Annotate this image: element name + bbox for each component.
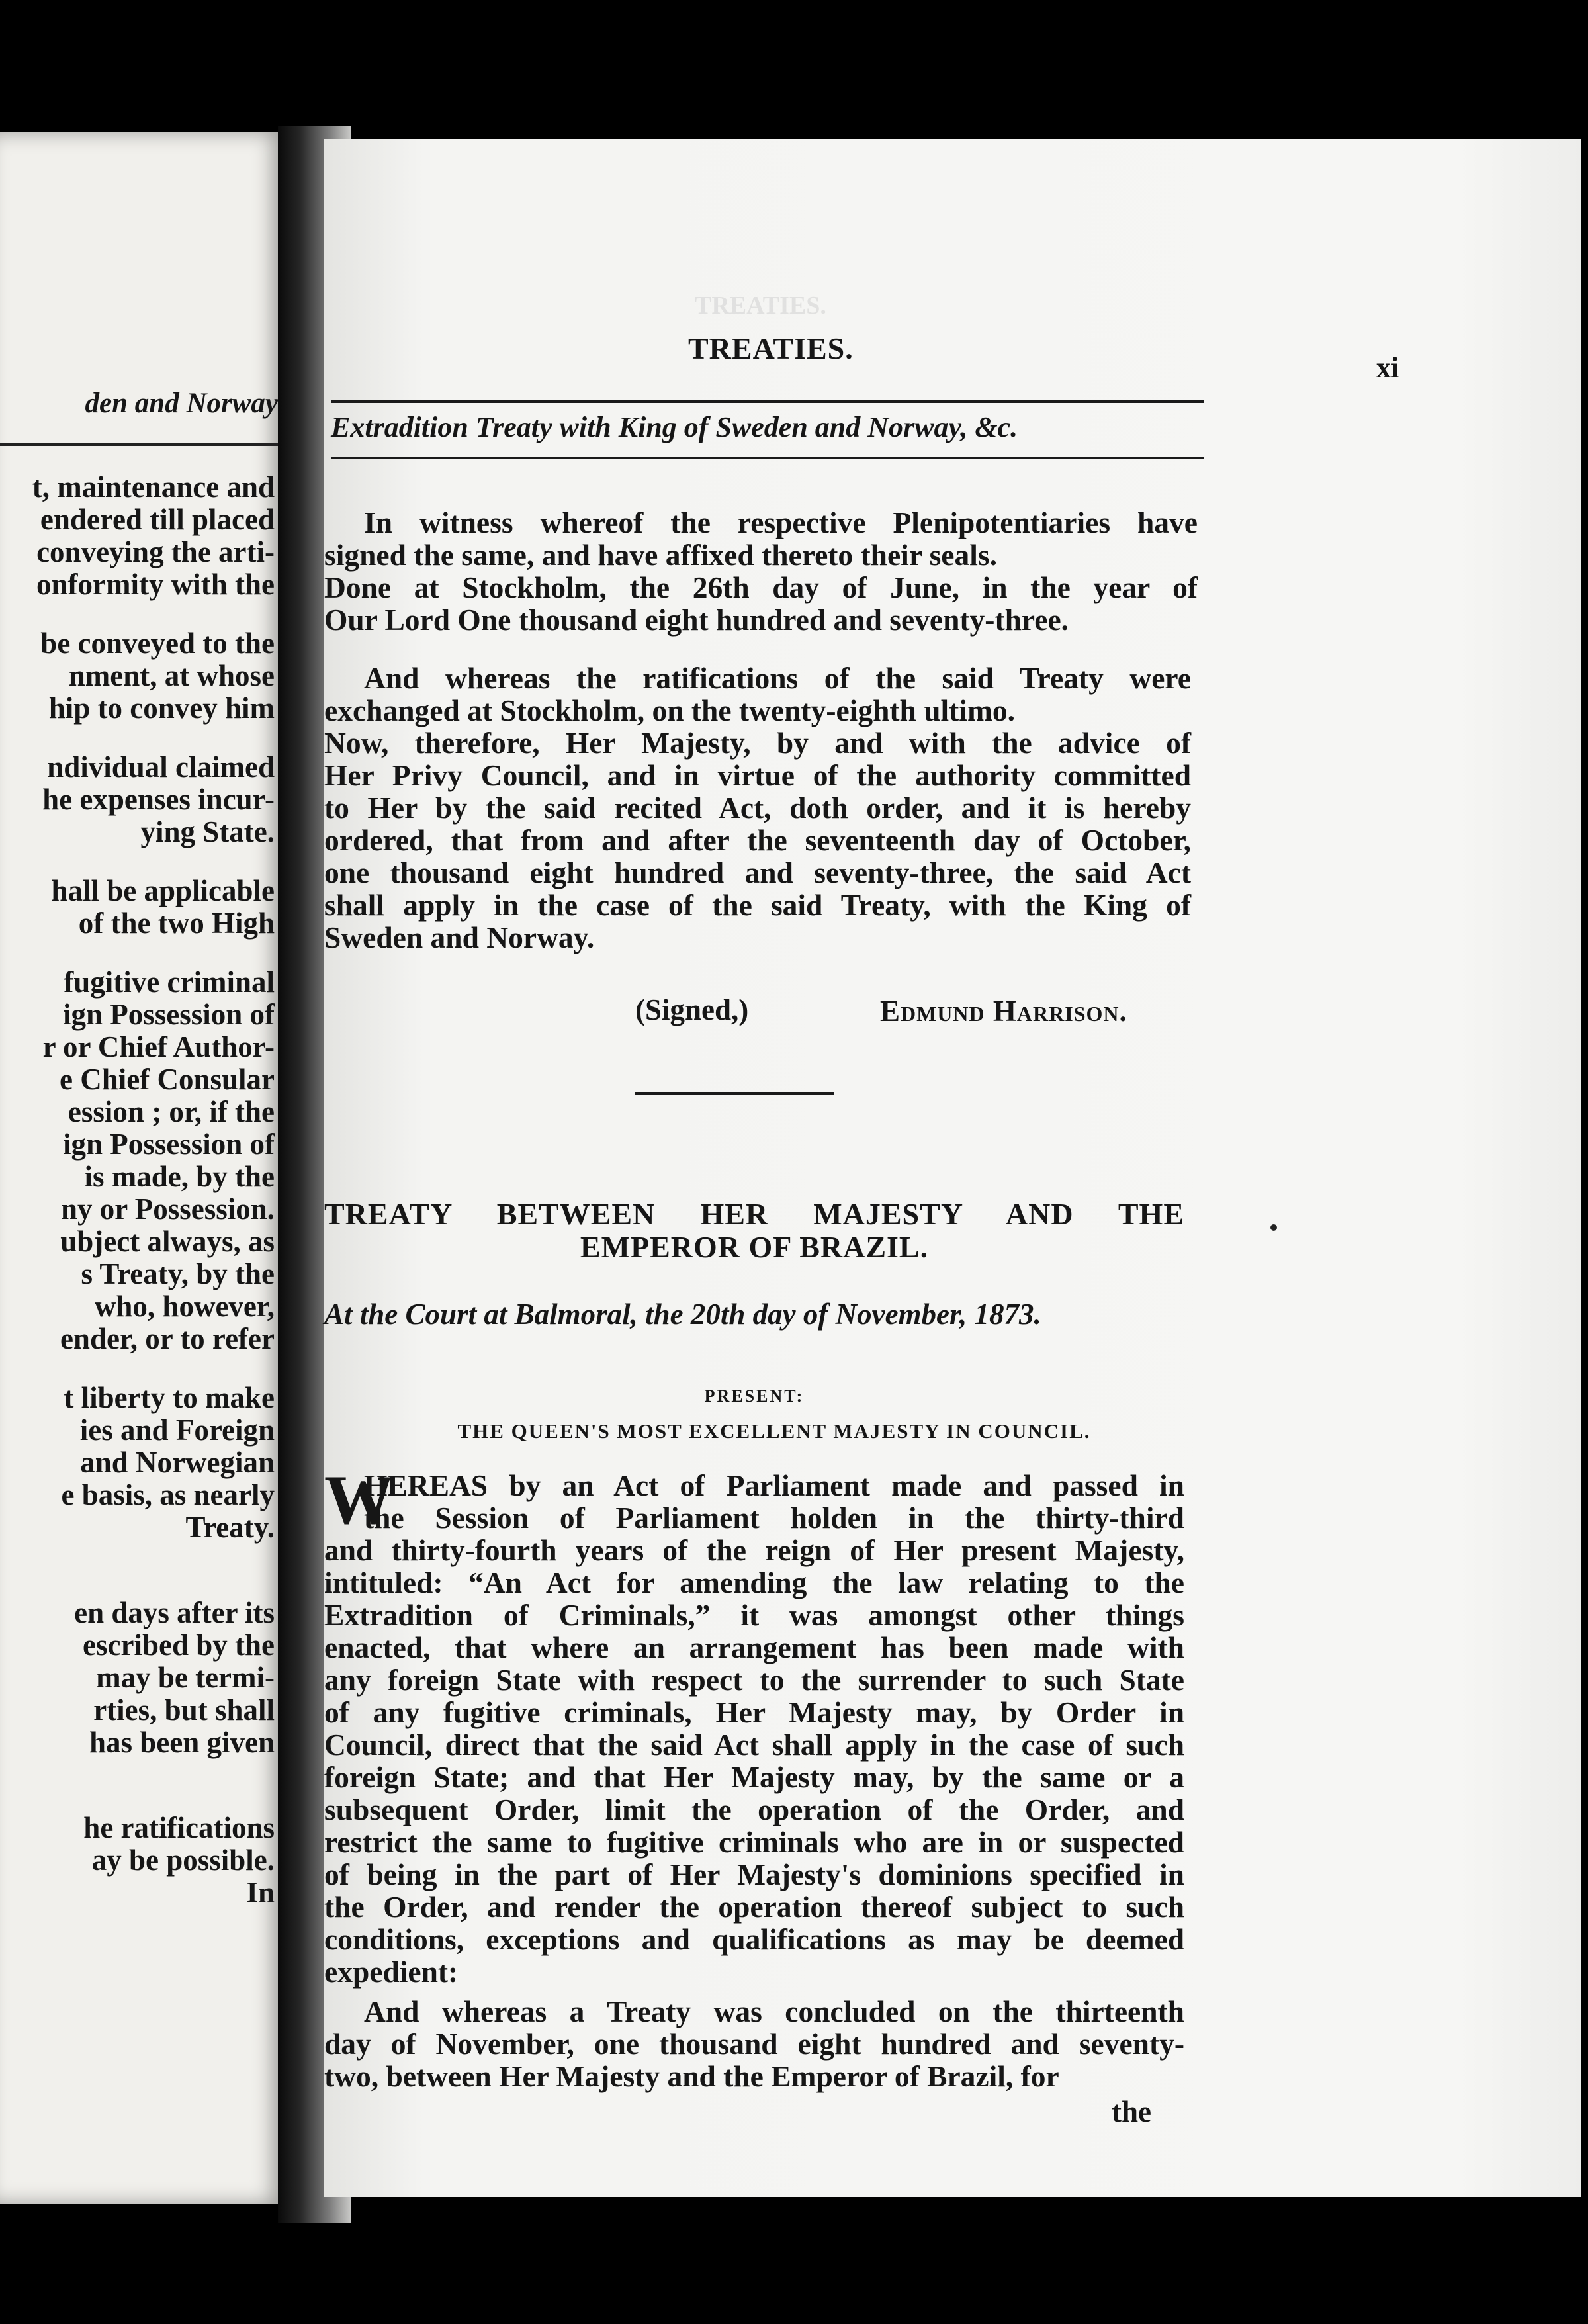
text-line: to Her by the said recited Act, doth order, and it is hereby bbox=[324, 791, 1191, 825]
left-page-line: Treaty. bbox=[185, 1511, 275, 1544]
section-divider bbox=[635, 1092, 834, 1095]
left-page-line: ign Possession of bbox=[62, 998, 275, 1031]
header-rule-bottom bbox=[331, 457, 1204, 459]
current-page bbox=[324, 139, 1581, 2197]
text-line: HEREAS by an Act of Parliament made and passed in bbox=[364, 1468, 1184, 1502]
text-line: two, between Her Majesty and the Emperor of Brazil, for bbox=[324, 2059, 1059, 2093]
left-page-line: and Norwegian bbox=[80, 1446, 275, 1479]
text-line: the Session of Parliament holden in the thirty-third bbox=[364, 1501, 1184, 1535]
text-line: Sweden and Norway. bbox=[324, 920, 595, 954]
text-line: exchanged at Stockholm, on the twenty-eighth ultimo. bbox=[324, 693, 1015, 727]
left-page-line: ign Possession of bbox=[62, 1128, 275, 1161]
text-line: of any fugitive criminals, Her Majesty may, by Order in bbox=[324, 1695, 1184, 1729]
previous-page bbox=[0, 132, 285, 2204]
left-page-line: has been given bbox=[89, 1726, 275, 1759]
text-line: Done at Stockholm, the 26th day of June, in the year of bbox=[324, 570, 1198, 604]
text-line: enacted, that where an arrangement has been made with bbox=[324, 1631, 1184, 1664]
left-page-line: hall be applicable bbox=[51, 874, 275, 907]
left-page-line: e basis, as nearly bbox=[61, 1478, 275, 1511]
text-line: day of November, one thousand eight hundred and seventy- bbox=[324, 2027, 1184, 2061]
text-line: signed the same, and have affixed thereto their seals. bbox=[324, 538, 997, 572]
text-line: any foreign State with respect to the surrender to such State bbox=[324, 1663, 1184, 1697]
left-page-line: ying State. bbox=[140, 815, 275, 848]
left-page-line: t liberty to make bbox=[64, 1381, 275, 1414]
left-page-line: he ratifications bbox=[83, 1811, 275, 1844]
page-number: xi bbox=[1376, 351, 1399, 384]
left-page-line: nment, at whose bbox=[68, 659, 275, 692]
left-page-line: is made, by the bbox=[84, 1160, 275, 1193]
left-page-line: onformity with the bbox=[36, 568, 275, 601]
text-line: restrict the same to fugitive criminals who are in or suspected bbox=[324, 1825, 1184, 1859]
header-rule-top bbox=[331, 400, 1204, 403]
treaty-title bbox=[324, 1198, 1184, 1264]
text-line: Council, direct that the said Act shall apply in the case of such bbox=[324, 1728, 1184, 1762]
whereas-paragraph bbox=[324, 1469, 1184, 1988]
left-page-line: fugitive criminal bbox=[64, 965, 275, 999]
text-line: subsequent Order, limit the operation of the Order, and bbox=[324, 1793, 1184, 1826]
section-subheader: Extradition Treaty with King of Sweden and Norway, &c. bbox=[331, 411, 1018, 443]
left-page-line: hip to convey him bbox=[48, 692, 275, 725]
text-line: ordered, that from and after the seventeenth day of October, bbox=[324, 823, 1191, 857]
catchword: the bbox=[1112, 2095, 1151, 2128]
left-page-line: of the two High bbox=[78, 907, 275, 940]
left-page-line: ies and Foreign bbox=[79, 1413, 275, 1447]
left-page-line: ndividual claimed bbox=[47, 750, 275, 783]
present-label: PRESENT: bbox=[704, 1386, 805, 1406]
left-page-line: ubject always, as bbox=[60, 1225, 275, 1258]
drop-cap: W bbox=[324, 1461, 394, 1539]
left-page-running-header: den and Norway bbox=[85, 388, 278, 419]
left-page-line: t, maintenance and bbox=[32, 470, 275, 504]
signatory-name: Edmund Harrison. bbox=[880, 995, 1127, 1028]
text-line: of being in the part of Her Majesty's dominions specified in bbox=[324, 1857, 1184, 1891]
bleed-through-text: TREATIES. bbox=[695, 292, 826, 320]
page-running-head: TREATIES. bbox=[688, 332, 854, 365]
left-page-line: s Treaty, by the bbox=[81, 1257, 275, 1290]
left-page-line: conveying the arti- bbox=[36, 535, 275, 568]
left-page-line: he expenses incur- bbox=[42, 783, 275, 816]
text-line: Her Privy Council, and in virtue of the authority committed bbox=[324, 758, 1191, 792]
text-line: And whereas a Treaty was concluded on the thirteenth bbox=[364, 1994, 1184, 2028]
left-page-line: be conveyed to the bbox=[40, 627, 275, 660]
council-line: THE QUEEN'S MOST EXCELLENT MAJESTY IN COUNCIL. bbox=[457, 1419, 1091, 1443]
final-paragraph bbox=[324, 1995, 1184, 2092]
left-page-line: e Chief Consular bbox=[60, 1063, 275, 1096]
witness-paragraph bbox=[324, 506, 1198, 636]
left-page-line: r or Chief Author- bbox=[42, 1030, 275, 1063]
text-line: Our Lord One thousand eight hundred and seventy-three. bbox=[324, 603, 1069, 637]
text-line: one thousand eight hundred and seventy-three, the said Act bbox=[324, 856, 1191, 889]
left-page-line: endered till placed bbox=[40, 503, 275, 536]
left-page-line: ny or Possession. bbox=[61, 1192, 275, 1226]
text-line: shall apply in the case of the said Treaty, with the King of bbox=[324, 888, 1191, 922]
text-line: And whereas the ratifications of the said Treaty were bbox=[364, 661, 1191, 695]
court-dateline: At the Court at Balmoral, the 20th day of November, 1873. bbox=[324, 1298, 1041, 1331]
text-line: intituled: “An Act for amending the law relating to the bbox=[324, 1566, 1184, 1599]
left-page-header-rule bbox=[0, 443, 278, 446]
text-line: foreign State; and that Her Majesty may, by the same or a bbox=[324, 1760, 1184, 1794]
left-page-line: ession ; or, if the bbox=[67, 1095, 275, 1128]
stray-ink-mark bbox=[1270, 1224, 1277, 1231]
left-page-line: may be termi- bbox=[96, 1661, 275, 1694]
left-page-line: ay be possible. bbox=[91, 1844, 275, 1877]
left-page-line: rties, but shall bbox=[93, 1693, 275, 1726]
text-line: Now, therefore, Her Majesty, by and with the advice of bbox=[324, 726, 1191, 760]
signed-label: (Signed,) bbox=[635, 993, 749, 1026]
text-line: the Order, and render the operation thereof subject to such bbox=[324, 1890, 1184, 1924]
left-page-line: en days after its bbox=[74, 1596, 275, 1629]
left-page-line: ender, or to refer bbox=[60, 1322, 275, 1355]
text-line: conditions, exceptions and qualifications as may be deemed bbox=[324, 1922, 1184, 1956]
text-line: In witness whereof the respective Plenipotentiaries have bbox=[364, 506, 1198, 539]
text-line: Extradition of Criminals,” it was amongst other things bbox=[324, 1598, 1184, 1632]
text-line: expedient: bbox=[324, 1955, 459, 1989]
left-page-line: who, however, bbox=[94, 1290, 275, 1323]
left-page-line: escribed by the bbox=[83, 1629, 275, 1662]
treaty-title-line-1: TREATY BETWEEN HER MAJESTY AND THE bbox=[324, 1197, 1184, 1231]
text-line: and thirty-fourth years of the reign of Her present Majesty, bbox=[324, 1533, 1184, 1567]
ratification-paragraph bbox=[324, 662, 1191, 954]
treaty-title-line-2: EMPEROR OF BRAZIL. bbox=[580, 1230, 929, 1264]
left-page-line: In bbox=[246, 1876, 275, 1909]
